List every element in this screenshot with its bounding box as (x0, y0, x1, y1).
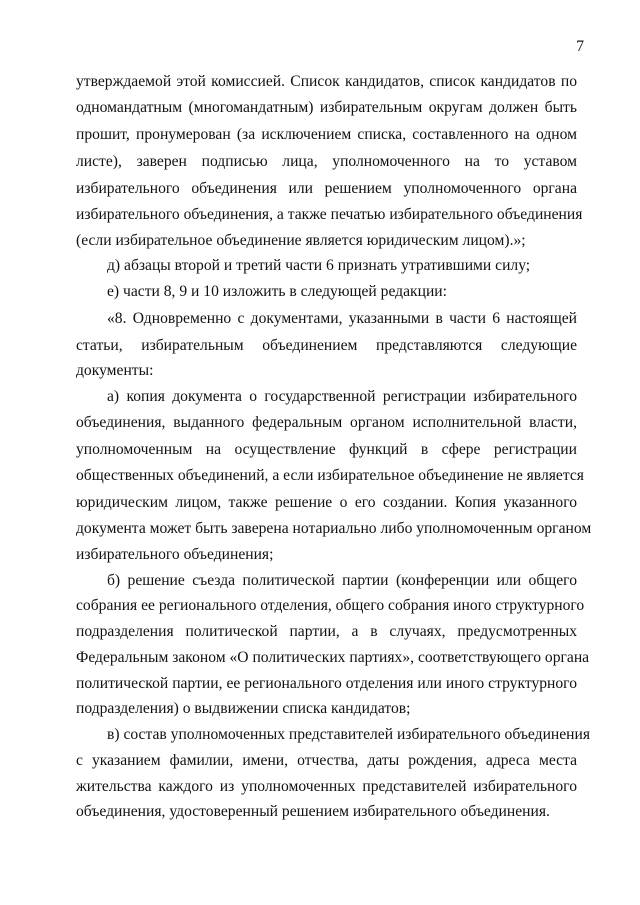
text-line: утверждаемой этой комиссией. Список кандидатов, список кандидатов по (76, 73, 577, 90)
text-line: листе), заверен подписью лица, уполномоченного на то уставом (76, 153, 577, 170)
text-line: е) части 8, 9 и 10 изложить в следующей редакции: (107, 283, 447, 300)
text-line: избирательного объединения; (76, 546, 274, 563)
text-line: «8. Одновременно с документами, указанными в части 6 настоящей (107, 310, 577, 327)
text-line: в) состав уполномоченных представителей избирательного объединения (107, 726, 591, 743)
text-line: избирательного объединения или решением уполномоченного органа (76, 180, 577, 197)
text-line: а) копия документа о государственной регистрации избирательного (107, 388, 577, 405)
text-line: подразделения политической партии, а в случаях, предусмотренных (76, 623, 577, 640)
text-line: жительства каждого из уполномоченных представителей избирательного (76, 778, 577, 795)
page-number: 7 (576, 38, 584, 55)
text-line: б) решение съезда политической партии (конференции или общего (107, 572, 577, 589)
text-line: собрания ее регионального отделения, общего собрания иного структурного (76, 597, 585, 614)
text-line: статьи, избирательным объединением представляются следующие (76, 337, 577, 354)
text-line: документа может быть заверена нотариально либо уполномоченным органом (76, 520, 592, 537)
text-line: объединения, удостоверенный решением избирательного объединения. (76, 803, 550, 820)
text-line: избирательного объединения, а также печатью избирательного объединения (76, 206, 583, 223)
text-line: с указанием фамилии, имени, отчества, даты рождения, адреса места (76, 752, 577, 769)
text-line: Федеральным законом «О политических партиях», соответствующего органа (76, 649, 590, 666)
text-line: уполномоченным на осуществление функций в сфере регистрации (76, 441, 577, 458)
text-line: прошит, пронумерован (за исключением списка, составленного на одном (76, 126, 577, 143)
text-line: д) абзацы второй и третий части 6 признать утратившими силу; (107, 257, 531, 274)
text-line: подразделения) о выдвижении списка кандидатов; (76, 700, 411, 717)
text-line: (если избирательное объединение является юридическим лицом).»; (76, 232, 526, 249)
text-line: политической партии, ее регионального отделения или иного структурного (76, 675, 577, 692)
text-line: общественных объединений, а если избирательное объединение не является (76, 467, 584, 484)
text-line: юридическим лицом, также решение о его создании. Копия указанного (76, 494, 577, 511)
text-line: одномандатным (многомандатным) избирательным округам должен быть (76, 99, 577, 116)
text-line: объединения, выданного федеральным органом исполнительной власти, (76, 414, 577, 431)
text-line: документы: (76, 362, 154, 379)
